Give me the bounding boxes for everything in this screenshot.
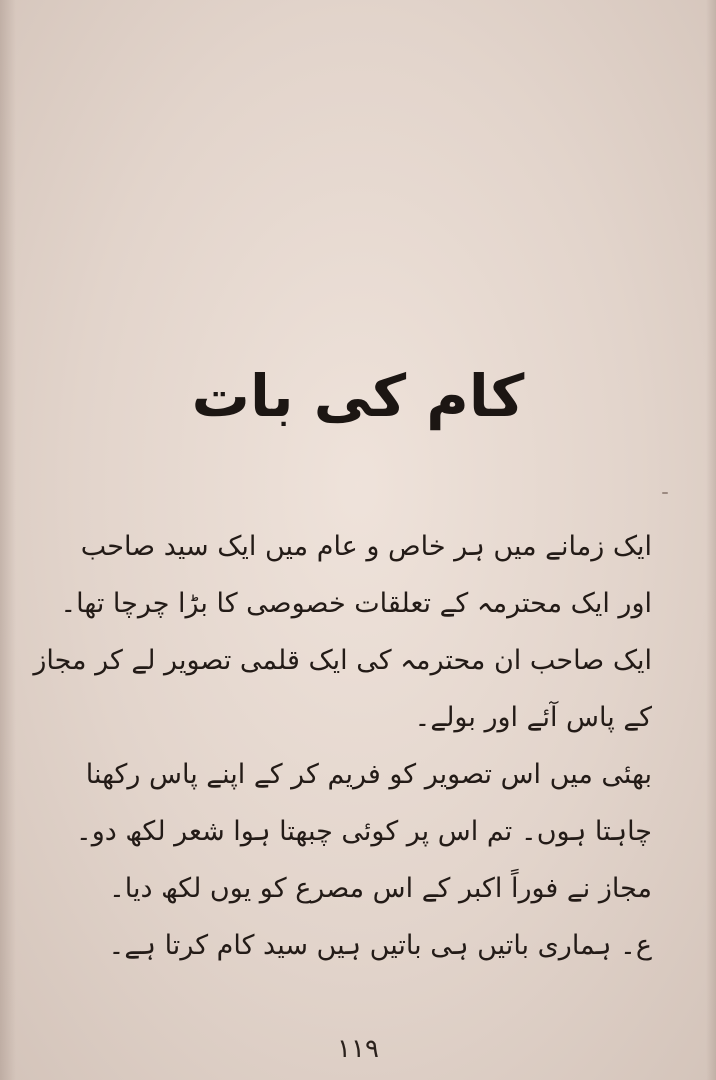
page-title: کام کی بات [191,362,525,430]
text-line-5: بھئی میں اس تصویر کو فریم کر کے اپنے پاس رکھنا [85,759,652,790]
text-line-3: ایک صاحب ان محترمہ کی ایک قلمی تصویر لے کر مجاز [33,645,652,676]
page-number: ۱۱۹ [337,1034,379,1064]
text-line-1: ایک زمانے میں ہر خاص و عام میں ایک سید صاحب [80,531,652,562]
text-line-8: ع۔ ہماری باتیں ہی باتیں ہیں سید کام کرتا ہے۔ [108,930,652,961]
page-right-edge-shadow [706,0,716,1080]
body-text [33,518,652,974]
text-line-7: مجاز نے فوراً اکبر کے اس مصرع کو یوں لکھ دیا۔ [108,873,652,904]
text-line-2: اور ایک محترمہ کے تعلقات خصوصی کا بڑا چرچا تھا۔ [60,588,652,619]
page-left-edge-shadow [0,0,16,1080]
text-line-4: کے پاس آئے اور بولے۔ [414,702,652,733]
text-line-6: چاہتا ہوں۔ تم اس پر کوئی چبھتا ہوا شعر لکھ دو۔ [75,816,652,847]
paper-speck [662,492,668,494]
